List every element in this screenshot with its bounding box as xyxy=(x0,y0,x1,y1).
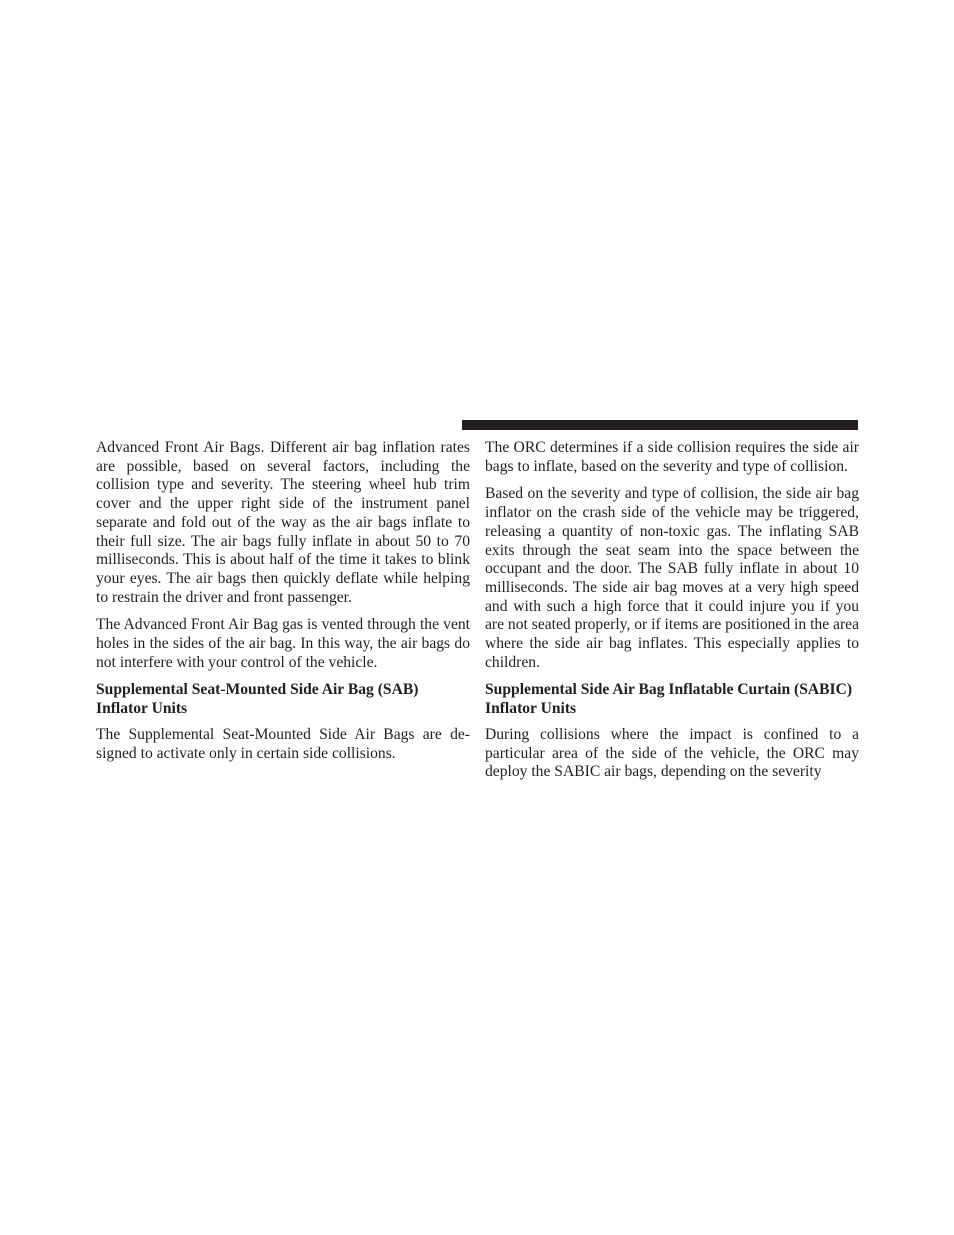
section-heading: Supplemental Seat-Mounted Side Air Bag (SAB) Inflator Units xyxy=(96,681,419,717)
paragraph: The Supplemental Seat-Mounted Side Air Bags are designed to activate only in certain side collisions. xyxy=(96,725,470,762)
header-rule xyxy=(462,420,858,430)
section-heading: Supplemental Side Air Bag Inflatable Curtain (SABIC) Inflator Units xyxy=(485,681,853,717)
paragraph: The ORC determines if a side collision requires the side air bags to inflate, based on the severity and type of collision. xyxy=(485,439,859,475)
paragraph: Advanced Front Air Bags. Different air bag inflation rates are possible, based on several factors, including the collision type and severity. The steering wheel hub trim cover and the upper right side of the instrument panel separate and fold out of the way as the air bags inflate to their full size. The air bags fully inflate in about 50 to 70 milliseconds. This is about half of the time it takes to blink your eyes. The air bags then quickly deflate while helping to restrain the driver and front passenger. xyxy=(96,439,470,606)
left-column xyxy=(96,439,470,772)
paragraph: During collisions where the impact is confined to a particular area of the side of the vehicle, the ORC may deploy the SABIC air bags, depending on the severity xyxy=(485,725,859,781)
right-column xyxy=(485,439,859,791)
paragraph: The Advanced Front Air Bag gas is vented through the vent holes in the sides of the air bag. In this way, the air bags do not interfere with your control of the vehicle. xyxy=(96,616,470,671)
paragraph: Based on the severity and type of collision, the side air bag inflator on the crash side of the vehicle may be triggered, releasing a quantity of non-toxic gas. The inflating SAB exits through the seat seam into the space between the occupant and the door. The SAB fully inflate in about 10 milliseconds. The side air bag moves at a very high speed and with such a high force that it could injure you if you are not seated properly, or if items are positioned in the area where the side air bag inflates. This especially applies to children. xyxy=(485,485,859,671)
